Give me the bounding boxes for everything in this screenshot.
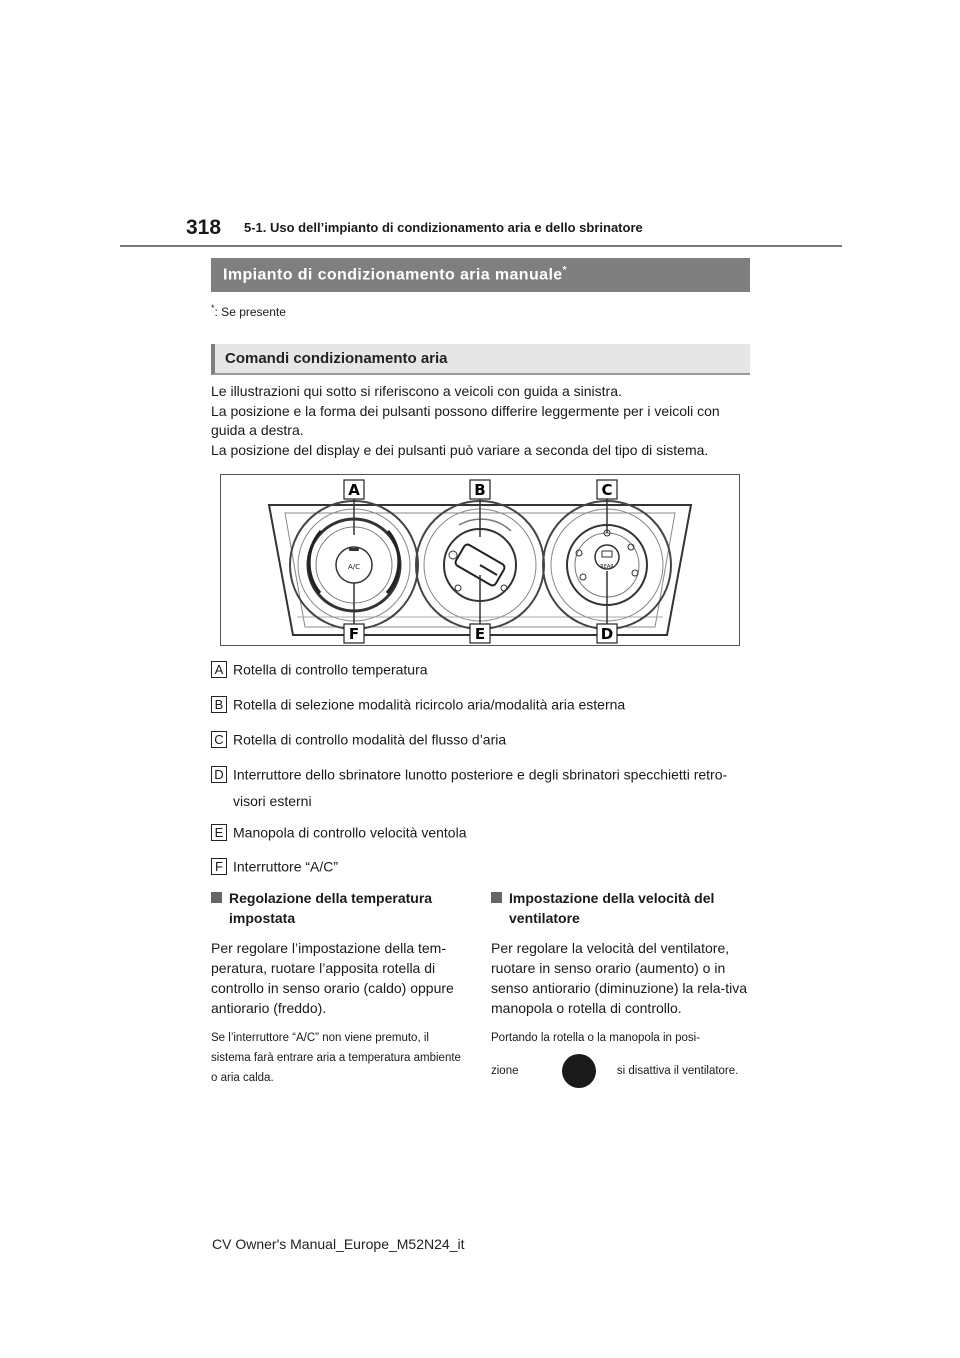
temperature-section-title: Regolazione della temperatura impostata bbox=[211, 888, 469, 928]
section-title: Impianto di condizionamento aria manuale* bbox=[223, 265, 567, 284]
callout-d bbox=[597, 624, 617, 643]
svg-text:E: E bbox=[474, 625, 486, 643]
page-number: 318 bbox=[186, 216, 222, 239]
climate-control-figure bbox=[220, 474, 740, 646]
climate-panel-illustration bbox=[221, 475, 739, 645]
intro-text bbox=[211, 382, 756, 460]
callout-c bbox=[597, 480, 617, 499]
callout-b bbox=[470, 480, 490, 499]
temperature-section bbox=[211, 888, 469, 1088]
footnote: *: Se presente bbox=[211, 303, 286, 319]
fan-speed-section-note-1: Portando la rotella o la manopola in posi- bbox=[491, 1032, 701, 1044]
svg-text:C: C bbox=[601, 481, 613, 499]
subsection-title: Comandi condizionamento aria bbox=[225, 350, 448, 367]
fan-speed-section-title: Impostazione della velocità del ventilatore bbox=[491, 888, 753, 928]
subsection-banner bbox=[211, 344, 750, 375]
fan-speed-section bbox=[491, 888, 753, 1088]
legend-item-b: B Rotella di selezione modalità ricircolo aria/modalità aria esterna bbox=[211, 693, 625, 714]
callout-e bbox=[470, 624, 490, 643]
chapter-title: 5-1. Uso dell’impianto di condizionamento aria e dello sbrinatore bbox=[244, 220, 643, 235]
footer-manual-id: CV Owner's Manual_Europe_M52N24_it bbox=[212, 1236, 465, 1252]
svg-text:D: D bbox=[600, 625, 614, 643]
temperature-section-note: Se l’interruttore “A/C” non viene premuto, il sistema farà entrare aria a temperatura ambiente o aria calda. bbox=[211, 1032, 461, 1084]
fan-off-icon bbox=[562, 1054, 596, 1088]
legend-item-a: A Rotella di controllo temperatura bbox=[211, 658, 428, 679]
intro-line-2: La posizione e la forma dei pulsanti possono differire leggermente per i veicoli con guida a destra. bbox=[211, 402, 720, 438]
legend-item-f: F Interruttore “A/C” bbox=[211, 855, 338, 876]
intro-line-3: La posizione del display e dei pulsanti può variare a seconda del tipo di sistema. bbox=[211, 441, 709, 458]
legend-item-c: C Rotella di controllo modalità del flusso d’aria bbox=[211, 728, 506, 749]
svg-text:A: A bbox=[348, 481, 360, 499]
legend-item-d: D Interruttore dello sbrinatore lunotto posteriore e degli sbrinatori specchietti retro- bbox=[211, 763, 727, 784]
legend-item-d-continued: visori esterni bbox=[233, 793, 312, 809]
svg-text:B: B bbox=[474, 481, 486, 499]
callout-f bbox=[344, 624, 364, 643]
intro-line-1: Le illustrazioni qui sotto si riferiscono a veicoli con guida a sinistra. bbox=[211, 383, 622, 399]
ac-button-label: A/C bbox=[347, 563, 361, 571]
section-banner bbox=[211, 258, 750, 292]
header-divider bbox=[120, 245, 842, 247]
legend-item-e: E Manopola di controllo velocità ventola bbox=[211, 821, 466, 842]
svg-text:F: F bbox=[348, 625, 360, 643]
rear-defroster-label: REAR bbox=[600, 564, 614, 570]
fan-speed-section-body: Per regolare la velocità del ventilatore, ruotare in senso orario (aumento) o in senso antiorario (diminuzione) la rela-tiva manopola o rotella di controllo. bbox=[491, 940, 748, 1016]
temperature-section-body: Per regolare l’impostazione della tem-peratura, ruotare l’apposita rotella di controllo in senso orario (caldo) oppure antiorario (freddo). bbox=[211, 940, 454, 1016]
fan-speed-section-note-2: zione si disattiva il ventilatore. bbox=[491, 1054, 753, 1088]
callout-a bbox=[344, 480, 364, 499]
